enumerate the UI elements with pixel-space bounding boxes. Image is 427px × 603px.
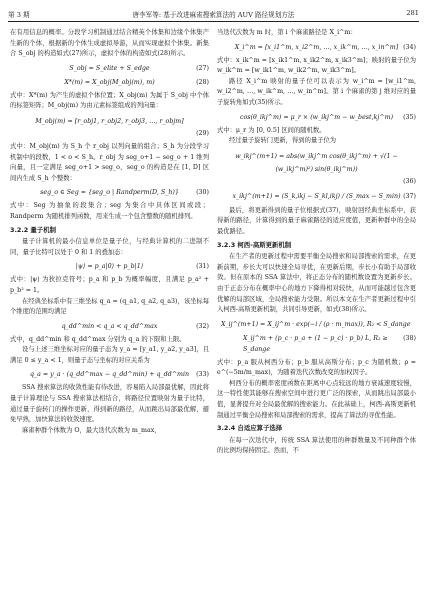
equation-body: cos(θ_ikj^m) = μ_r × (w_ikj^m − w_best,kj^m) — [239, 113, 394, 121]
equation-body: |ψ⟩ = p_a|0⟩ + p_b|1⟩ — [75, 263, 144, 271]
equation-33 — [10, 369, 209, 380]
equation-body: w_ikj^(m+1) = abs(w_ikj^m cos(θ_ikj^m) + √(1 − (w_ikj^m)²) sin(θ_ikj^m)) — [235, 152, 398, 173]
equation-number: (38) — [403, 334, 416, 342]
equation-36-number-line — [217, 176, 416, 187]
equation-number: (34) — [403, 43, 416, 51]
paragraph: 式中：X*(m) 为产生的虚拟个体位置；X_obj(m) 为属于 S_obj 中个体的标签矩阵；M_obj(m) 为由元素标签组成的列向量： — [10, 91, 209, 110]
equation-27 — [10, 63, 209, 74]
equation-38-case-1 — [217, 319, 416, 330]
equation-number: (36) — [403, 177, 416, 185]
paragraph: 设与上述三维坐标对应的量子态为 y_a = [y_a1, y_a2, y_a3]，且满足 0 ≤ y_a < 1，则量子态与坐标的对应关系为 — [10, 346, 209, 364]
paragraph: 路径 X_i^m 映射的量子位可以表示为 w_i^m = [w_i1^m, w_i2^m, …, w_ik^m, …, w_in^m]。第 i 个麻雀的第 j 维对应的量子旋转角如式(35)所示。 — [217, 77, 416, 106]
equation-body: X*(m) = X_obj(M_obj(m), m) — [64, 78, 155, 86]
equation-number: (29) — [196, 129, 209, 137]
equation-body: x_ikj^(m+1) = (S_k,ikj − S_kl,ikj) / (S_max − S_min) — [232, 192, 401, 200]
paragraph: 式中：μ_r 为 [0, 0.5] 区间的随机数。 — [217, 126, 326, 134]
equation-body: seg_o ∈ Seg = {seg_o | Randperm(D, S_h)} — [40, 189, 179, 197]
paragraph: 最后，将更新得到的量子位根据式(37)，映射回经典坐标系中，获得新的路径，计算得到的量子麻雀路径的适应度值，更新种群中的全局最优路径。 — [217, 206, 416, 235]
paragraph: 量子计算机的最小信息单位是量子位，与经典计算机的二进制不同，量子比特可以处于 0 和 1 的叠加态： — [10, 238, 209, 256]
paragraph: 在生产者的更新过程中需要平衡全局搜索和局部搜索的需求，在更新前期，步长大可以快速全局寻优，在更新后期，步长小有助于局部收敛。但在原本的 SSA 算法中，将正态分布的随机数设置为更新步长。由于正态分布在概率中心的地方下降得相对较快，从而可能越过包含更优解的局部区域，全局搜索能力受限。所以本文在生产者更新过程中引入柯西-高斯更新机制，共同引导更新，如式(38)所示。 — [217, 253, 416, 314]
equation-body: X_ij^(m+1) = X_ij^m · exp(−i / (ρ · m_max)), R₂ < S_dange — [221, 320, 411, 328]
header-rule — [8, 21, 419, 22]
equation-body: q_a = y_a · (q_dd^max − q_dd^min) + q_dd^min — [29, 371, 190, 379]
paragraph: SSA 搜索算法的收敛性能有待改进，容易陷入局部最优解，因此将量子计算理论与 SSA 搜索算法相结合，将路径位置映射为量子比特，通过量子旋转门的操作更新，得到新的路径，从而跳出局部最优解，避免早熟，加快算法的收敛速度。 — [10, 384, 209, 424]
equation-number: (37) — [403, 192, 416, 200]
equation-body: M_obj(m) = [r_obj1, r_obj2, r_obj3, …, r_objm] — [35, 117, 184, 125]
equation-number: (30) — [196, 189, 209, 197]
paragraph: 式中，q_dd^min 和 q_dd^max 分别为 q_a 的下限和上限。 — [10, 335, 186, 343]
right-column — [217, 28, 416, 457]
equation-number: (28) — [196, 78, 209, 86]
equation-36 — [217, 150, 416, 176]
equation-35 — [217, 112, 416, 123]
paragraph: 经过量子旋转门更新，得到的量子位为 — [229, 137, 337, 145]
equation-body: X_ij^m + (p_c · p_a + (1 − p_c) · p_b) L, R₂ ≥ S_dange — [243, 334, 388, 353]
paragraph: 式中：x_ik^m = [x_ik1^m, x_ik2^m, x_ik3^m]；映射的量子位为 w_ik^m = [w_ik1^m, w_ik2^m, w_ik3^m]。 — [217, 56, 416, 75]
equation-30 — [10, 187, 209, 198]
section-heading: 3.2.4 自适应算子选择 — [217, 424, 283, 433]
equation-32 — [10, 321, 209, 332]
paragraph: 柯西分布的概率密度函数在距离中心点较远的地方衰减速度较慢，这一特性使其能够在搜索空间中进行更广泛的探索，从而跳出局部最小值，显著提升对全局最优解的搜索能力。在此基础上，柯西-高斯更新机制通过平衡全局搜索和局部搜索的需求，提高了算法的寻优性能。 — [217, 379, 416, 419]
paragraph: 在经典坐标系中有三维坐标 q_a = (q_a1, q_a2, q_a3)，该坐标每个维度的范围均满足 — [10, 297, 210, 316]
equation-body: X_i^m = [x_i1^m, x_i2^m, …, x_ik^m, …, x_in^m] — [234, 43, 399, 51]
paragraph: 式中：p_a 服从柯西分布；p_b 服从高斯分布；p_c 为随机数；ρ = e^(−5m/m_max)，为随着迭代次数改变的加权因子。 — [217, 358, 416, 377]
issue-number: 第 3 期 — [8, 11, 30, 19]
section-heading: 3.2.2 量子机制 — [10, 225, 56, 234]
paragraph: 式中：M_obj(m) 为 S_h 个 r_obj 以列向量的组合；S_h 为分段学习机制中的段数，1 < o < S_h。r_obj 为 seg_o+1 − seg_o + 1 维列向量，且一定满足 seg_o+1 > seg_o，seg_o 的构造是在 [1, D] 区间内生成 S_h 个整数： — [10, 142, 209, 182]
equation-number: (27) — [196, 64, 209, 72]
equation-34 — [217, 42, 416, 53]
page-number: 281 — [406, 9, 419, 17]
equation-37 — [217, 190, 416, 203]
paragraph: 式中：Seg 为抽象的段集合；seg 为集合中具体区间或段；Randperm 为随机排列函数，用来生成一个包含整数的随机排列。 — [10, 202, 209, 220]
equation-number: (33) — [196, 371, 209, 379]
equation-31 — [10, 261, 209, 272]
equation-body: S_obj = S_elite + S_edge — [69, 64, 150, 72]
page-header — [8, 9, 419, 21]
equation-number: (32) — [196, 322, 209, 330]
running-title: 唐李军等: 基于改进麻雀搜索算法的 AUV 路径规划方法 — [132, 11, 295, 19]
equation-number: (35) — [403, 113, 416, 121]
section-heading: 3.2.3 柯西-高斯更新机制 — [217, 240, 292, 249]
paragraph: 麻雀种群个体数为 O，最大迭代次数为 m_max， — [22, 426, 161, 434]
paragraph: 在每一次迭代中，传统 SSA 算法使用的种群数量及不同种群个体的比例均保持固定。然而，不 — [217, 436, 416, 455]
equation-38-case-2 — [217, 333, 416, 355]
equation-29 — [10, 115, 209, 128]
paragraph: 式中：|ψ⟩ 为狄拉克符号；p_a 和 p_b 为概率幅度，且满足 p_a² + p_b² = 1。 — [10, 276, 209, 294]
paragraph: 当迭代次数为 m 时，第 i 个麻雀路径是 X_i^m： — [217, 29, 357, 36]
equation-29-number-line — [10, 128, 209, 139]
paragraph: 在有用信息的概率。分段学习机制通过结合精英个体集和边缘个体集产生新的个体，根据新的个体生成虚拟导游，从而实现虚拟个体集。新集合 S_obj 的构造如式(27)所示，虚拟个体的构造如式(28)所示。 — [10, 29, 209, 58]
equation-number: (31) — [196, 263, 209, 271]
left-column — [10, 28, 209, 436]
equation-body: q_dd^min < q_a < q_dd^max — [61, 322, 158, 330]
equation-28 — [10, 77, 209, 88]
